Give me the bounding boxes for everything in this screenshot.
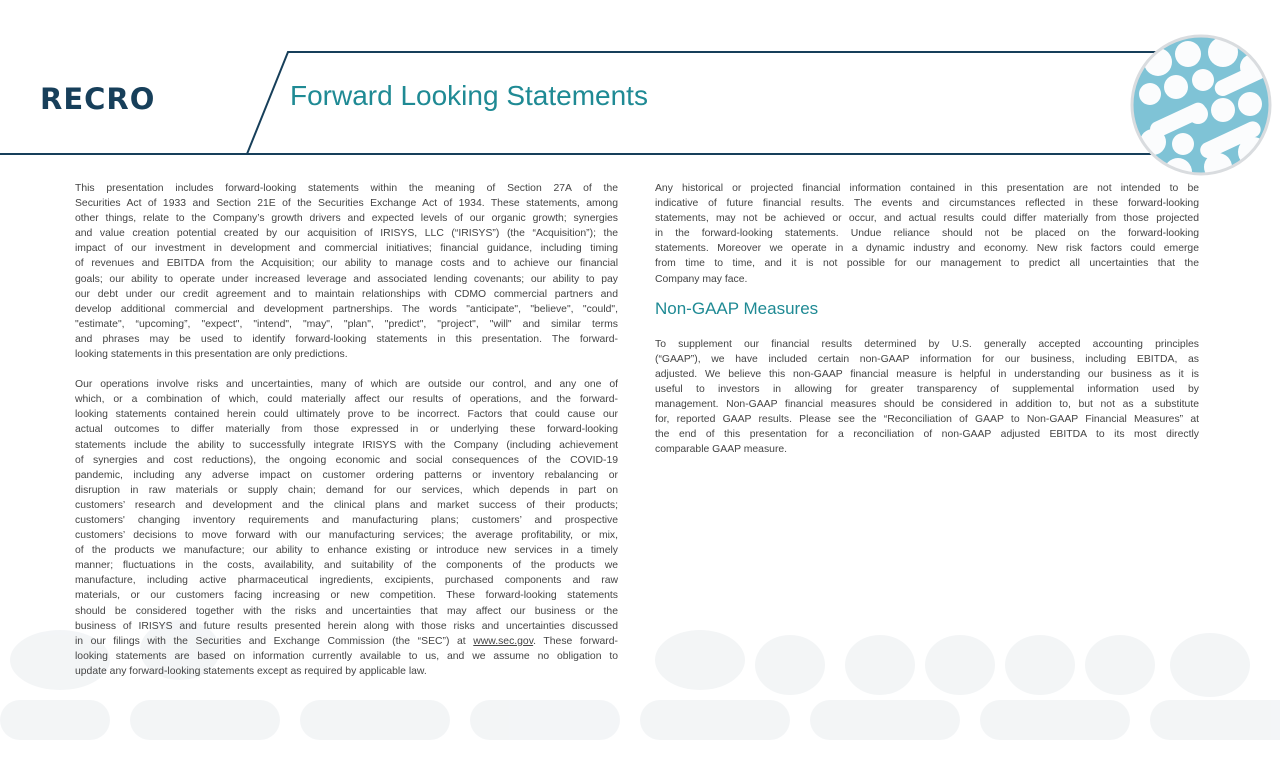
text-line: looking statements are based on information currently available to us, and we assume no obligation to <box>75 650 618 662</box>
text-line: the end of this presentation for a reconciliation of non-GAAP adjusted EBITDA to its most directly <box>655 429 1199 441</box>
recro-logo: RECRO <box>40 82 156 116</box>
text-line: Any historical or projected financial information contained in this presentation are not intended to be <box>655 183 1199 194</box>
text-line: our debt under our credit agreement and to maintain relationships with CDMO commercial partners and <box>75 288 618 300</box>
text-line: customers' changing inventory requirements and manufacturing plans; customers’ and prospective <box>75 514 618 526</box>
text-line: manner; fluctuations in the costs, availability, and suitability of the components of the products we <box>75 560 618 572</box>
page-title: Forward Looking Statements <box>290 80 648 111</box>
text-line: comparable GAAP measure. <box>655 444 788 456</box>
right-column <box>655 181 1199 457</box>
paragraph-forward-looking-intro <box>75 181 618 362</box>
paragraph-non-gaap <box>655 337 1199 458</box>
text-line: disruption in raw materials or supply chain; demand for our services, which depends in part on <box>75 484 618 496</box>
text-line: develop additional commercial and development partnerships. The words "anticipate", "believe", "could", <box>75 303 618 315</box>
text-line: statements. Moreover we operate in a dynamic industry and economy. New risk factors could emerge <box>655 243 1199 255</box>
text-segment: . These forward- <box>533 635 618 647</box>
text-line: materials, or our customers facing increasing or new competition. These forward-looking statements <box>75 590 618 602</box>
text-line: manufacture, including active pharmaceutical ingredients, excipients, purchased components and raw <box>75 575 618 587</box>
text-line: indicative of future financial results. The events and circumstances reflected in these forward-looking <box>655 198 1199 210</box>
paragraph-risks-end <box>75 649 618 679</box>
paragraph-risks <box>75 377 618 634</box>
text-line: (“GAAP”), we have included certain non-GAAP information for our business, including EBITDA, as <box>655 353 1199 365</box>
non-gaap-heading: Non-GAAP Measures <box>655 298 819 318</box>
text-line: of revenues and EBITDA from the Acquisition; our ability to manage costs and to achieve our financial <box>75 258 618 270</box>
text-line: management. Non-GAAP financial measures should be considered in addition to, but not as a substitute <box>655 399 1199 411</box>
text-line: useful to investors in allowing for greater transparency of supplemental information used by <box>655 383 1199 395</box>
paragraph-historical-info <box>655 181 1199 287</box>
text-line: actual outcomes to differ materially from those expressed in or underlying these forward-looking <box>75 424 618 436</box>
forward-looking-column <box>75 181 618 679</box>
text-line: from time to time, and it is not possible for our management to predict all uncertainties that the <box>655 258 1199 270</box>
text-line: "estimate", “upcoming”, "expect", "intend", "may", "plan", "predict", "project", "will" and similar terms <box>75 318 618 330</box>
text-line: adjusted. We believe this non-GAAP financial measure is helpful in understanding our business as it is <box>655 368 1199 380</box>
text-line: and phrases may be used to identify forward-looking statements in this presentation. The forward- <box>75 333 618 345</box>
text-line: looking statements in this presentation are only predictions. <box>75 349 348 361</box>
text-line: customers’ decisions to move forward with our manufacturing services; the average profitability, or mix, <box>75 530 618 542</box>
text-line: looking statements contained herein could ultimately prove to be incorrect. Factors that could cause our <box>75 409 618 421</box>
text-line: should be considered together with the risks and uncertainties that may affect our business or the <box>75 605 618 617</box>
text-line: Our operations involve risks and uncertainties, many of which are outside our control, and any one of <box>75 379 618 391</box>
text-line: and value creation potential created by our acquisition of IRISYS, LLC (“IRISYS”) (the “Acquisition”); the <box>75 228 618 240</box>
text-line: for, reported GAAP results. Please see the “Reconciliation of GAAP to Non-GAAP Financial Measures” at <box>655 414 1199 426</box>
text-line: statements, may not be achieved or occur, and actual results could differ materially from those projected <box>655 213 1199 225</box>
text-line: other things, relate to the Company’s growth drivers and expected levels of our organic growth; synergies <box>75 213 618 225</box>
text-line <box>75 634 618 649</box>
text-line: customers’ research and development and the clinical plans and market success of their products; <box>75 499 618 511</box>
pills-circle-image <box>1128 32 1274 178</box>
text-line: in the forward-looking statements. Undue reliance should not be placed on the forward-looking <box>655 228 1199 240</box>
text-line: which, or a combination of which, could materially affect our results of operations, and the forward- <box>75 394 618 406</box>
text-line: update any forward-looking statements except as required by applicable law. <box>75 665 427 677</box>
text-line: goals; our ability to operate under increased leverage and associated lending covenants; our ability to pay <box>75 273 618 285</box>
text-segment: in our filings with the Securities and Exchange Commission (the “SEC”) at <box>75 635 474 647</box>
text-line: Company may face. <box>655 273 748 285</box>
text-line: statements include the ability to successfully integrate IRISYS with the Company (including achievement <box>75 439 618 451</box>
text-line: impact of our investment in development and commercial initiatives; financial guidance, including timing <box>75 243 618 255</box>
text-line: business of IRISYS and future results presented herein along with those risks and uncertainties discussed <box>75 620 618 632</box>
text-line: of the products we manufacture; our ability to enhance existing or introduce new services in a timely <box>75 545 618 557</box>
text-line: pandemic, including any adverse impact on customer ordering patterns or inventory rebalancing or <box>75 469 618 481</box>
text-line: This presentation includes forward-looking statements within the meaning of Section 27A of the <box>75 183 618 194</box>
sec-gov-link[interactable]: www.sec.gov <box>473 635 534 647</box>
text-line: of synergies and cost reductions), the ongoing economic and social consequences of the COVID-19 <box>75 454 618 466</box>
text-line: Securities Act of 1933 and Section 21E of the Securities Exchange Act of 1934. These statements, among <box>75 198 618 210</box>
text-line: To supplement our financial results determined by U.S. generally accepted accounting principles <box>655 338 1199 350</box>
